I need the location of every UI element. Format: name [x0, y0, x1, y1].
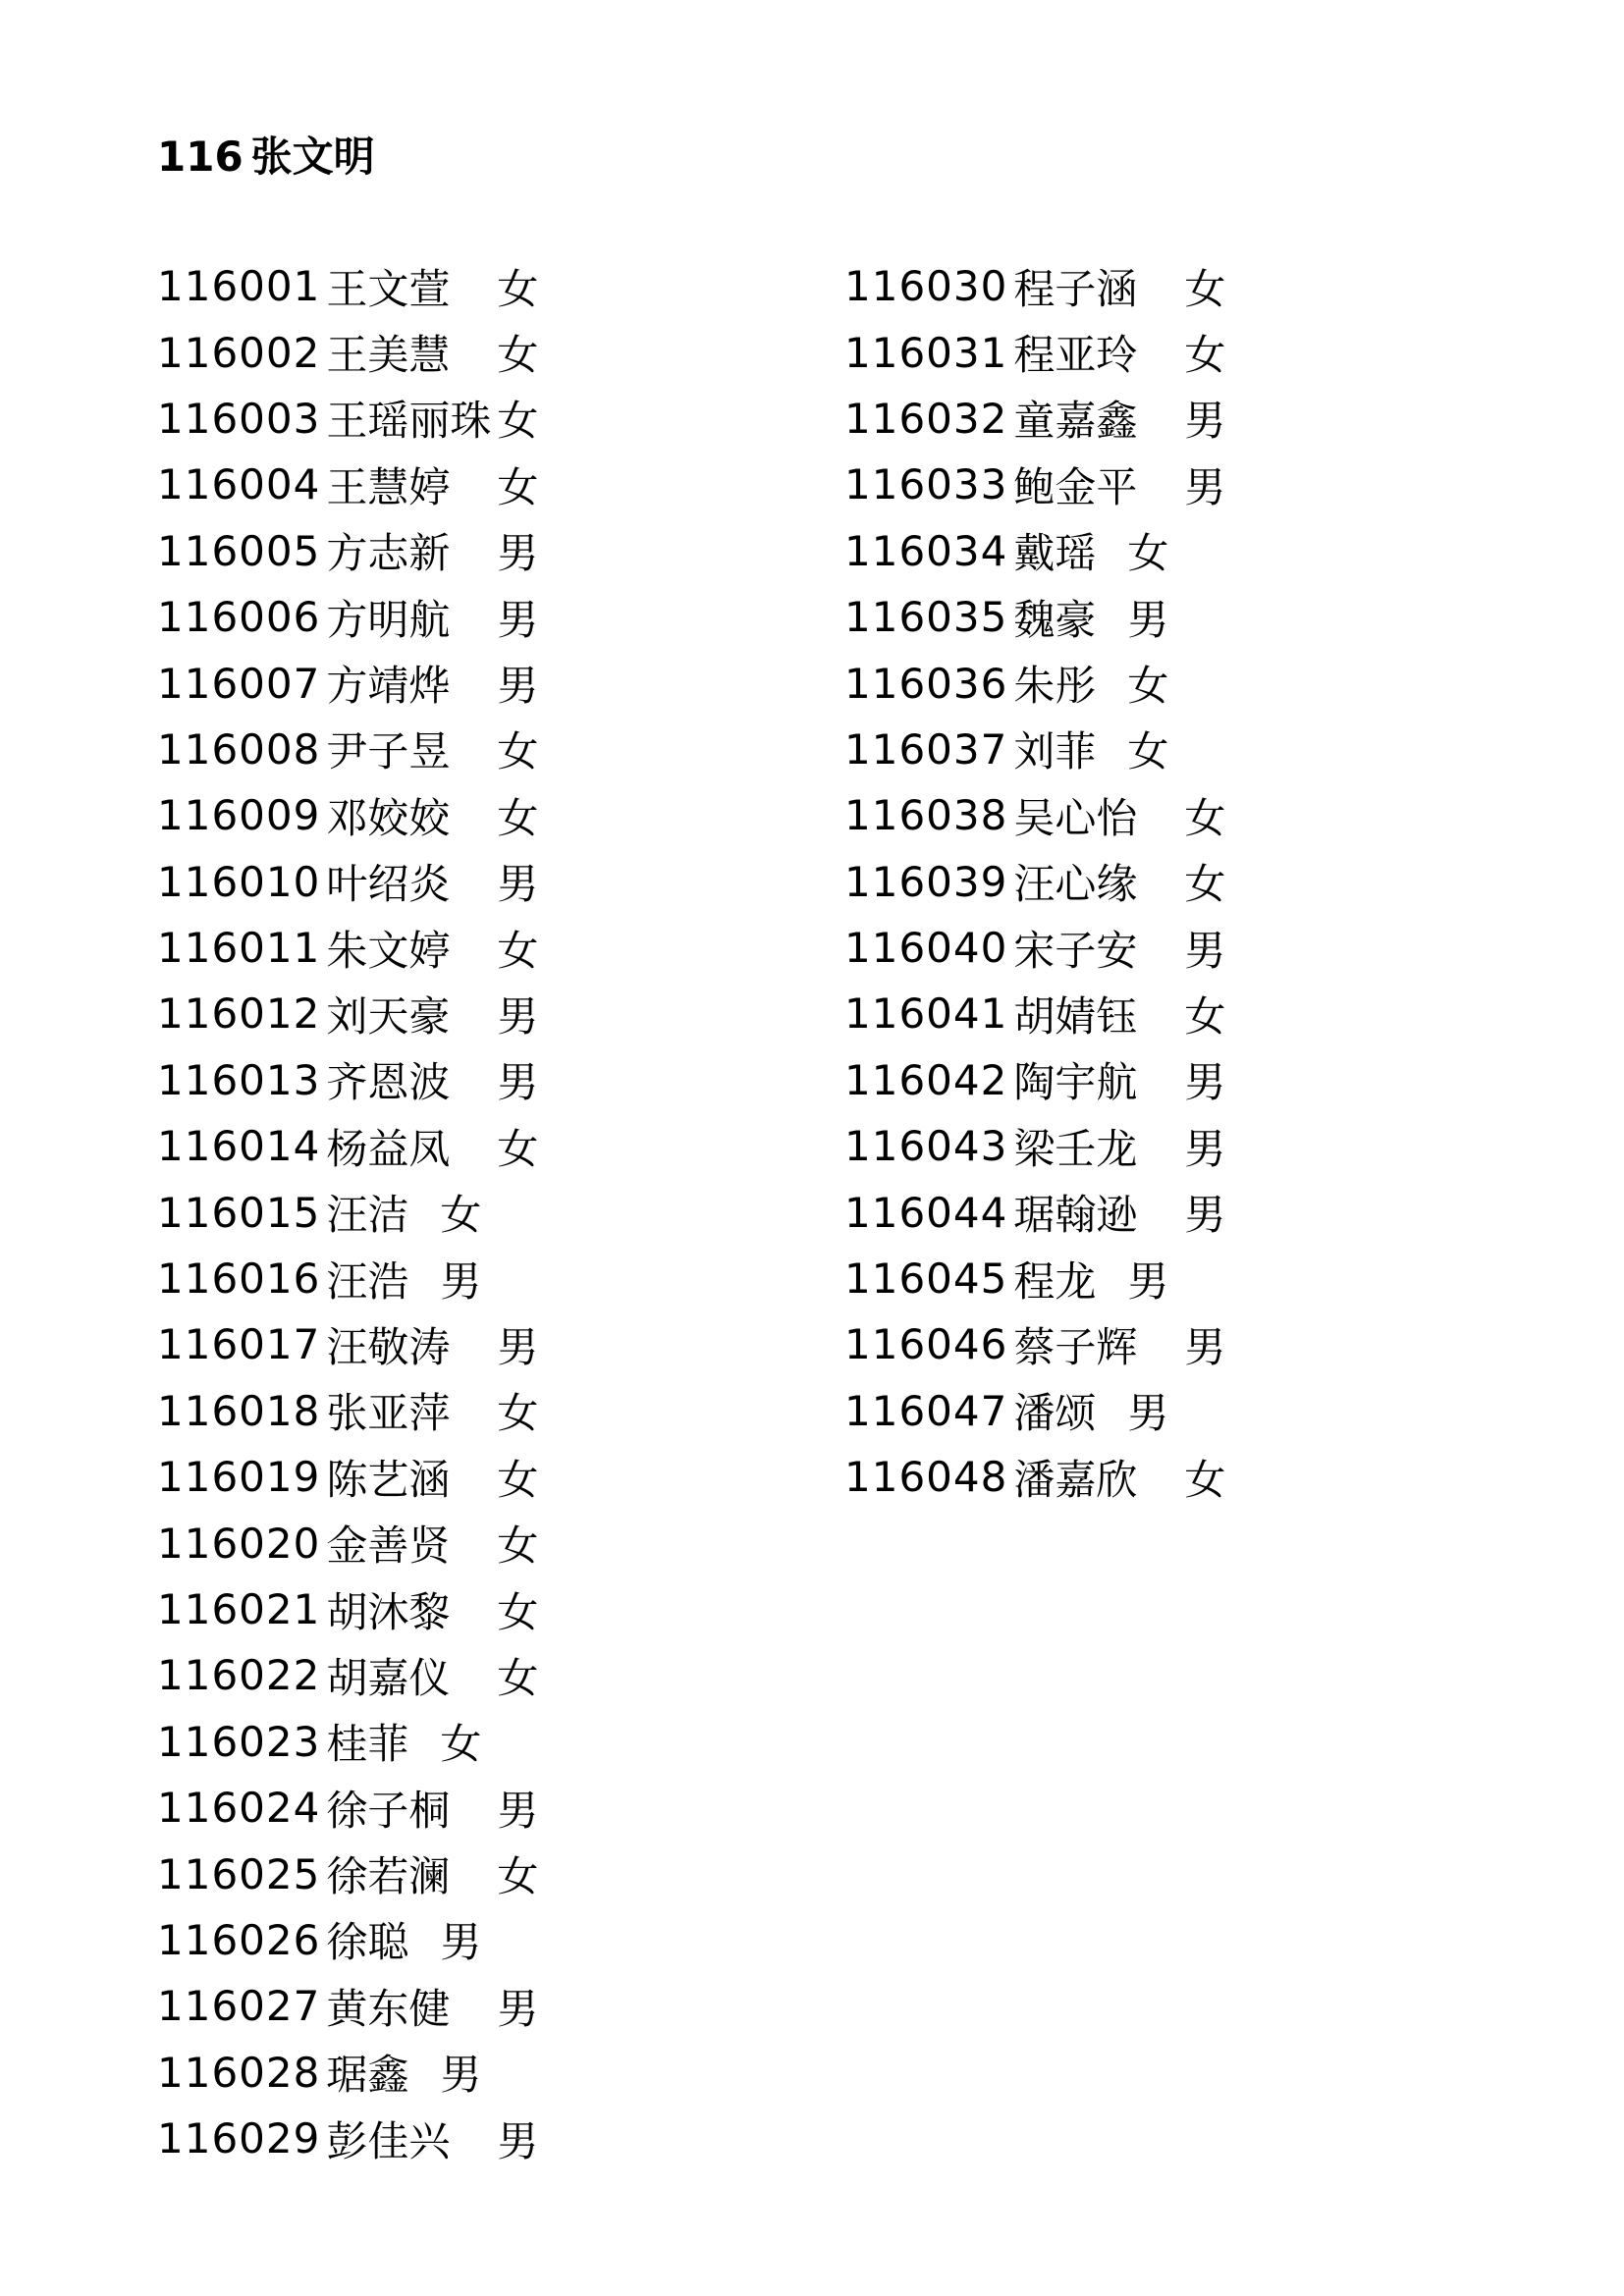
student-name: 彭佳兴 — [326, 2116, 451, 2165]
student-name: 邓姣姣 — [326, 793, 451, 842]
student-row — [157, 1510, 538, 1575]
student-list-left — [157, 253, 538, 2171]
student-id: 116041 — [844, 989, 1008, 1039]
student-name: 方志新 — [326, 529, 451, 578]
student-gender: 女 — [497, 462, 539, 511]
student-name: 宋子安 — [1013, 926, 1138, 975]
student-gender: 男 — [1184, 1191, 1226, 1240]
student-name: 吴心怡 — [1013, 793, 1138, 842]
student-row — [157, 1311, 538, 1377]
student-name: 鲍金平 — [1013, 462, 1138, 511]
student-name: 陈艺涵 — [326, 1455, 451, 1504]
student-name: 汪洁 — [326, 1191, 409, 1240]
student-row — [157, 1444, 538, 1510]
student-gender: 男 — [1184, 926, 1226, 975]
student-id: 116024 — [157, 1784, 321, 1833]
student-id: 116048 — [844, 1453, 1008, 1502]
student-name: 汪敬涛 — [326, 1322, 451, 1371]
student-id: 116012 — [157, 989, 321, 1039]
student-id: 116047 — [844, 1386, 1008, 1435]
student-id: 116037 — [844, 724, 1008, 774]
student-gender: 男 — [1127, 595, 1169, 644]
student-name: 琚鑫 — [326, 2051, 409, 2100]
student-row — [844, 452, 1225, 517]
student-gender: 男 — [497, 1984, 539, 2033]
student-id: 116022 — [157, 1651, 321, 1700]
student-name: 程亚玲 — [1013, 331, 1138, 380]
student-name: 魏豪 — [1013, 595, 1097, 644]
student-gender: 男 — [497, 1322, 539, 1371]
student-row — [844, 1378, 1225, 1444]
student-gender: 男 — [497, 991, 539, 1041]
student-row — [844, 1246, 1225, 1311]
student-gender: 女 — [1184, 264, 1226, 313]
student-id: 116003 — [157, 394, 321, 443]
student-id: 116009 — [157, 791, 321, 840]
student-gender: 男 — [1184, 397, 1226, 446]
student-row — [157, 584, 538, 650]
student-gender: 女 — [497, 926, 539, 975]
student-id: 116019 — [157, 1453, 321, 1502]
student-gender: 女 — [497, 727, 539, 776]
student-name: 汪心缘 — [1013, 860, 1138, 909]
student-name: 尹子昱 — [326, 727, 451, 776]
student-id: 116001 — [157, 262, 321, 311]
student-id: 116044 — [844, 1188, 1008, 1237]
student-id: 116018 — [157, 1386, 321, 1435]
student-id: 116033 — [844, 460, 1008, 509]
student-id: 116028 — [157, 2048, 321, 2097]
student-id: 116031 — [844, 328, 1008, 377]
student-id: 116014 — [157, 1122, 321, 1171]
student-row — [844, 584, 1225, 650]
student-row — [844, 849, 1225, 915]
student-row — [157, 981, 538, 1046]
student-id: 116027 — [157, 1982, 321, 2031]
class-number: 116 — [157, 133, 244, 181]
student-name: 梁壬龙 — [1013, 1124, 1138, 1173]
student-name: 蔡子辉 — [1013, 1322, 1138, 1371]
student-row — [844, 915, 1225, 981]
student-gender: 女 — [1184, 860, 1226, 909]
student-gender: 女 — [497, 793, 539, 842]
student-gender: 女 — [497, 1852, 539, 1901]
student-row — [157, 782, 538, 848]
student-gender: 男 — [1184, 1124, 1226, 1173]
student-gender: 女 — [497, 264, 539, 313]
student-gender: 男 — [1127, 1256, 1169, 1306]
student-gender: 女 — [497, 1124, 539, 1173]
student-id: 116045 — [844, 1255, 1008, 1304]
student-name: 胡婧钰 — [1013, 991, 1138, 1041]
student-name: 潘嘉欣 — [1013, 1455, 1138, 1504]
student-name: 杨益凤 — [326, 1124, 451, 1173]
student-row — [157, 717, 538, 782]
student-name: 刘菲 — [1013, 727, 1097, 776]
student-id: 116021 — [157, 1585, 321, 1633]
student-id: 116008 — [157, 724, 321, 774]
student-row — [157, 1113, 538, 1179]
student-name: 王文萱 — [326, 264, 451, 313]
student-row — [157, 915, 538, 981]
student-gender: 男 — [440, 1918, 482, 1967]
student-row — [157, 1642, 538, 1708]
student-gender: 女 — [1127, 727, 1169, 776]
student-id: 116007 — [157, 659, 321, 708]
student-row — [844, 717, 1225, 782]
student-name: 金善贤 — [326, 1522, 451, 1571]
student-gender: 男 — [1127, 1389, 1169, 1438]
student-gender: 女 — [497, 1653, 539, 1702]
student-row — [157, 1973, 538, 2039]
student-name: 叶绍炎 — [326, 860, 451, 909]
student-name: 胡沐黎 — [326, 1587, 451, 1636]
teacher-name: 张文明 — [250, 133, 375, 181]
student-name: 潘颂 — [1013, 1389, 1097, 1438]
student-row — [844, 518, 1225, 584]
student-name: 琚翰逊 — [1013, 1191, 1138, 1240]
student-id: 116011 — [157, 924, 321, 973]
student-gender: 女 — [1184, 1455, 1226, 1504]
student-id: 116032 — [844, 394, 1008, 443]
student-name: 陶宇航 — [1013, 1058, 1138, 1107]
student-id: 116025 — [157, 1849, 321, 1898]
student-row — [157, 2040, 538, 2106]
student-gender: 女 — [497, 1455, 539, 1504]
student-id: 116015 — [157, 1188, 321, 1237]
student-gender: 女 — [497, 397, 539, 446]
student-id: 116036 — [844, 659, 1008, 708]
student-id: 116013 — [157, 1055, 321, 1104]
student-id: 116030 — [844, 262, 1008, 311]
student-name: 王瑶丽珠 — [326, 397, 492, 446]
student-name: 刘天豪 — [326, 991, 451, 1041]
student-gender: 男 — [497, 2116, 539, 2165]
student-gender: 男 — [1184, 1058, 1226, 1107]
student-id: 116010 — [157, 857, 321, 906]
student-row — [157, 1709, 538, 1775]
student-row — [157, 1047, 538, 1113]
student-row — [844, 1179, 1225, 1245]
student-gender: 男 — [497, 595, 539, 644]
student-id: 116023 — [157, 1717, 321, 1766]
student-gender: 男 — [497, 860, 539, 909]
student-gender: 男 — [497, 1786, 539, 1835]
student-row — [157, 1907, 538, 1973]
student-row — [157, 1246, 538, 1311]
student-gender: 女 — [1127, 662, 1169, 711]
student-row — [844, 981, 1225, 1046]
student-name: 王美慧 — [326, 331, 451, 380]
student-name: 朱文婷 — [326, 926, 451, 975]
student-id: 116038 — [844, 791, 1008, 840]
student-gender: 男 — [1184, 1322, 1226, 1371]
student-gender: 女 — [497, 1587, 539, 1636]
student-name: 黄东健 — [326, 1984, 451, 2033]
student-row — [157, 1775, 538, 1841]
student-gender: 男 — [497, 662, 539, 711]
student-id: 116035 — [844, 593, 1008, 642]
student-id: 116016 — [157, 1255, 321, 1304]
student-id: 116026 — [157, 1915, 321, 1964]
student-row — [157, 452, 538, 517]
student-id: 116029 — [157, 2114, 321, 2163]
student-id: 116039 — [844, 857, 1008, 906]
student-gender: 女 — [1184, 331, 1226, 380]
student-row — [844, 386, 1225, 452]
student-gender: 男 — [440, 2051, 482, 2100]
student-gender: 女 — [1184, 991, 1226, 1041]
student-name: 戴瑶 — [1013, 529, 1097, 578]
student-gender: 男 — [497, 529, 539, 578]
student-id: 116040 — [844, 924, 1008, 973]
student-name: 徐子桐 — [326, 1786, 451, 1835]
student-row — [157, 1576, 538, 1642]
student-row — [844, 1311, 1225, 1377]
student-row — [157, 1378, 538, 1444]
student-id: 116034 — [844, 526, 1008, 575]
student-gender: 女 — [440, 1191, 482, 1240]
student-row — [844, 1047, 1225, 1113]
student-gender: 女 — [497, 331, 539, 380]
student-gender: 女 — [440, 1720, 482, 1769]
student-gender: 男 — [440, 1256, 482, 1306]
student-row — [157, 2106, 538, 2171]
page-title — [157, 128, 375, 187]
student-row — [157, 386, 538, 452]
student-id: 116043 — [844, 1122, 1008, 1171]
student-row — [844, 253, 1225, 319]
student-row — [157, 650, 538, 716]
student-name: 程龙 — [1013, 1256, 1097, 1306]
student-row — [844, 319, 1225, 385]
student-gender: 女 — [1184, 793, 1226, 842]
student-row — [844, 782, 1225, 848]
student-list-right — [844, 253, 1225, 1510]
student-name: 王慧婷 — [326, 462, 451, 511]
student-name: 朱彤 — [1013, 662, 1097, 711]
student-name: 方明航 — [326, 595, 451, 644]
student-name: 桂菲 — [326, 1720, 409, 1769]
student-name: 张亚萍 — [326, 1389, 451, 1438]
student-id: 116002 — [157, 328, 321, 377]
student-id: 116005 — [157, 526, 321, 575]
student-name: 汪浩 — [326, 1256, 409, 1306]
student-row — [844, 1113, 1225, 1179]
student-name: 方靖烨 — [326, 662, 451, 711]
student-name: 程子涵 — [1013, 264, 1138, 313]
student-id: 116017 — [157, 1320, 321, 1369]
student-row — [157, 849, 538, 915]
student-id: 116006 — [157, 593, 321, 642]
student-gender: 女 — [497, 1522, 539, 1571]
student-gender: 男 — [1184, 462, 1226, 511]
student-gender: 女 — [1127, 529, 1169, 578]
student-row — [844, 1444, 1225, 1510]
student-id: 116020 — [157, 1519, 321, 1568]
student-gender: 女 — [497, 1389, 539, 1438]
student-row — [157, 1179, 538, 1245]
student-name: 胡嘉仪 — [326, 1653, 451, 1702]
student-name: 齐恩波 — [326, 1058, 451, 1107]
student-gender: 男 — [497, 1058, 539, 1107]
student-name: 徐聪 — [326, 1918, 409, 1967]
student-row — [157, 1841, 538, 1906]
student-row — [844, 650, 1225, 716]
student-name: 童嘉鑫 — [1013, 397, 1138, 446]
student-row — [157, 518, 538, 584]
student-id: 116046 — [844, 1320, 1008, 1369]
student-row — [157, 319, 538, 385]
student-id: 116042 — [844, 1055, 1008, 1104]
student-id: 116004 — [157, 460, 321, 509]
student-row — [157, 253, 538, 319]
student-name: 徐若澜 — [326, 1852, 451, 1901]
